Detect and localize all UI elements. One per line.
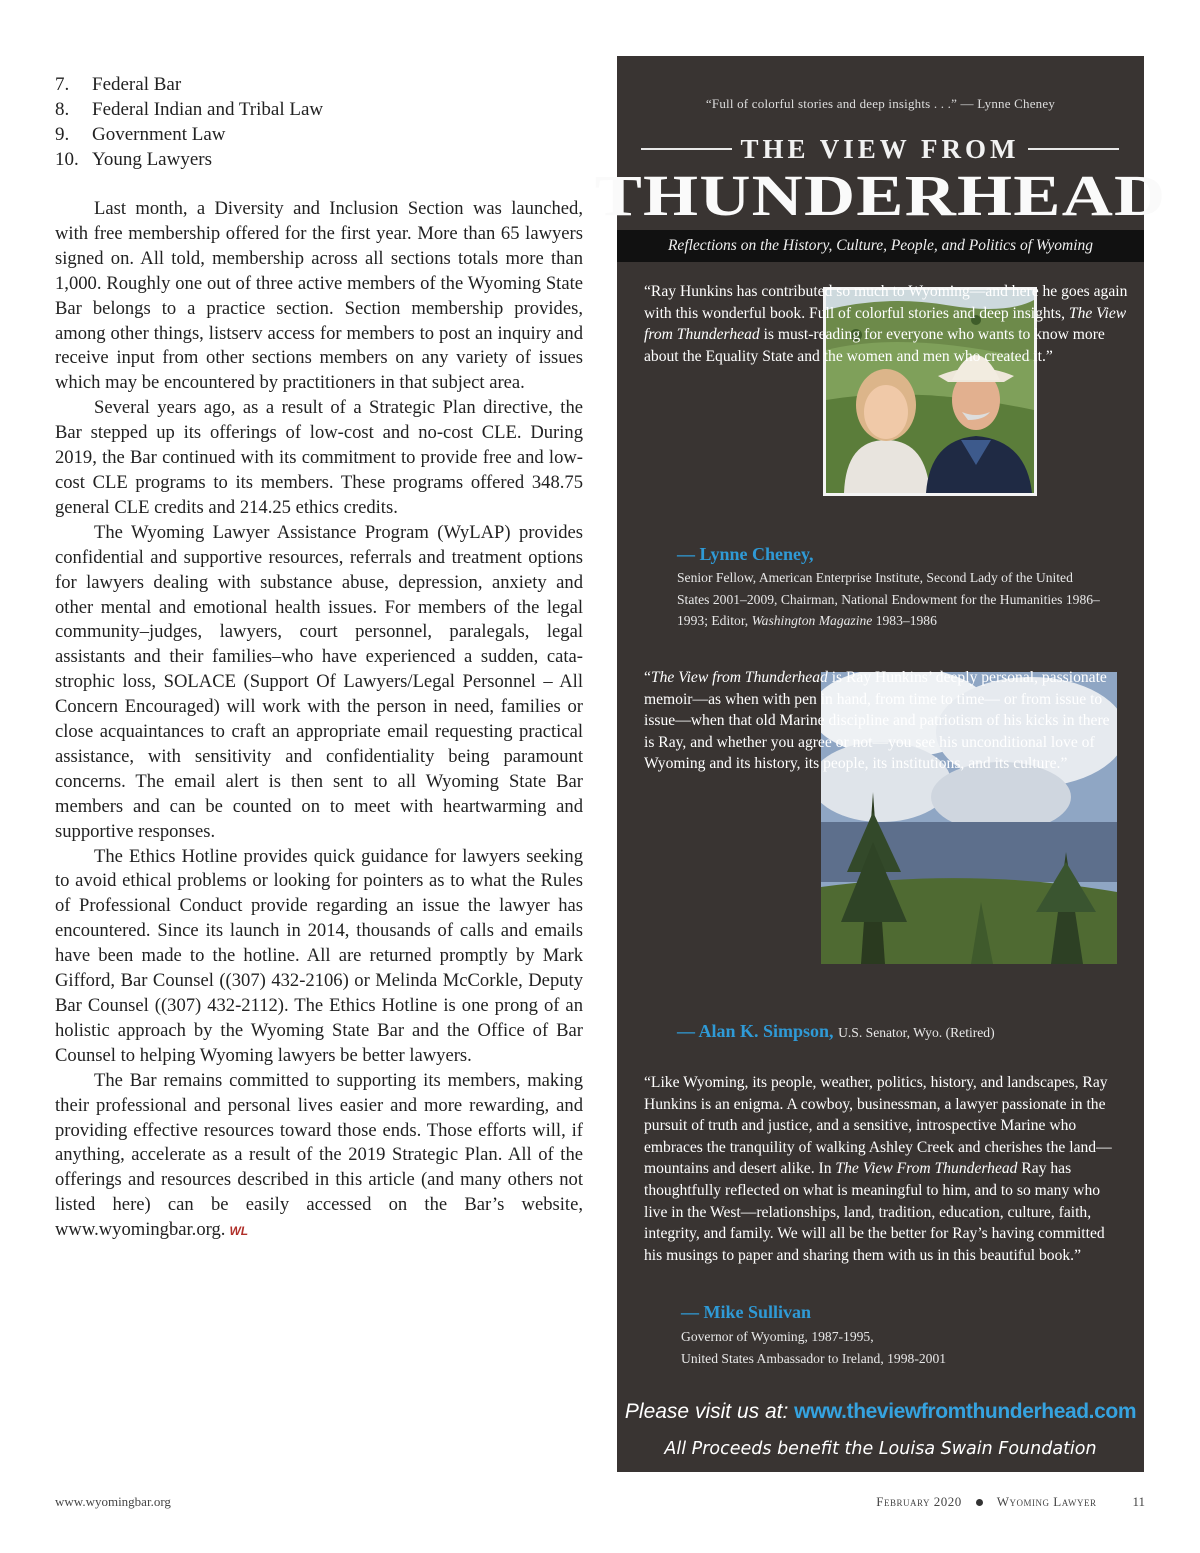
divider [1028,148,1119,150]
list-item: 7. Federal Bar [55,74,182,95]
list-item: 9. Government Law [55,124,226,145]
footer-issue: February 2020 [876,1494,962,1509]
paragraph: Several years ago, as a result of a Strategic Plan directive, the Bar stepped up its offerings of low-cost and no-cost CLE. During 2019, the Bar continued with its commitment to provide free and low-cost CLE programs to its members. These programs offered 348.75 general CLE credits and 214.25 ethics credits. [55,397,583,518]
divider [641,148,732,150]
visit-line: Please visit us at: www.theviewfromthunderhead.com [624,1400,1137,1423]
article-column [55,72,583,1244]
quote-cheney: “Ray Hunkins has contributed so much to Wyoming—and here he goes again with this wonderful book. Full of colorful stories and deep insights, The View from Thunderhead is must-reading for everyone who wants to know more about the Equality State and the women and men who created it.” [644,283,1128,365]
footer-website[interactable]: www.wyomingbar.org [55,1494,171,1509]
ad-subtitle: THE VIEW FROM [740,133,1020,164]
list-item: 10. Young Lawyers [55,149,212,170]
ad-tagline: Reflections on the History, Culture, People, and Politics of Wyoming [617,230,1144,262]
book-advertisement [594,56,1167,1472]
wl-end-mark: WL [229,1224,249,1239]
list-item: 8. Federal Indian and Tribal Law [55,99,324,120]
article-body [55,197,583,1244]
attribution-sullivan: — Mike Sullivan [681,1302,812,1322]
quote-sullivan: “Like Wyoming, its people, weather, politics, history, and landscapes, Ray Hunkins is an enigma. A cowboy, businessman, a lawyer passionate in the pursuit of truth and justice, and a sensitive, introspective Marine who embraces the tranquility of walking Ashley Creek and cherishes the land—mountains and desert alike. In The View From Thunderhead Ray has thoughtfully reflected on what is meaningful to him, and to so many who live in the West—relationships, land, tradition, education, culture, faith, integrity, and family. We will all be the better for Ray’s having committed his musings to paper and sharing them with us in this beautiful book.” [644,1074,1112,1264]
ad-title: THUNDERHEAD [594,163,1167,228]
attribution-sullivan-desc: Governor of Wyoming, 1987-1995, United States Ambassador to Ireland, 1998-2001 [681,1329,947,1366]
paragraph: The Bar remains committed to supporting its members, making their professional and personal lives easier and more rewarding, and providing effective resources toward those ends. Those efforts will, if anything, accelerate as a result of the 2019 Strategic Plan. All of the offerings and resources described in this article (and many others not listed here) can be easily accessed on the Bar’s website, www.wyomingbar.org. WL [55,1069,583,1241]
bullet-icon [976,1499,983,1506]
attribution-simpson: — Alan K. Simpson, U.S. Senator, Wyo. (Retired) [677,1021,995,1041]
paragraph: The Ethics Hotline provides quick guidance for lawyers seeking to avoid ethical problems or looking for pointers as to what the Rules of Professional Conduct provide regarding an issue the lawyer has encountered. Since its launch in 2014, thousands of calls and emails have been made to the hotline. All are returned promptly by Mark Gifford, Bar Counsel ((307) 432-2106) or Melinda McCorkle, Deputy Bar Counsel ((307) 432-2112). The Ethics Hotline is one prong of an holistic approach by the Wyoming State Bar and the Office of Bar Counsel to helping Wyoming lawyers be better lawyers. [55,845,583,1066]
proceeds-note: All Proceeds benefit the Louisa Swain Foundation [664,1439,1097,1459]
attribution-simpson-desc: U.S. Senator, Wyo. (Retired) [838,1025,995,1040]
attribution-cheney-desc: Senior Fellow, American Enterprise Institute, Second Lady of the United States 2001–2009, Chairman, National Endowment for the Humanities 1986–1993; Editor, Washington Magazine 1983–1986 [677,570,1100,628]
section-list [55,72,583,172]
quote-simpson: “The View from Thunderhead is Ray Hunkins’ deeply personal, passionate memoir—as when with pen in hand, from time to time— or from issue to issue—when that old Marine discipline and patriotism of his kicks in there is Ray, and whether you agree or not—you see his unconditional love of Wyoming and its history, its people, its institutions, and its culture.” [644,669,1110,773]
website-link[interactable]: www.theviewfromthunderhead.com [794,1400,1137,1423]
paragraph: Last month, a Diversity and Inclusion Section was launched, with free membership offered for the first year. More than 65 lawyers signed on. All told, membership across all sections totals more than 1,000. Roughly one out of three active members of the Wyoming State Bar belongs to a practice section. Section membership provides, among other things, listserv access for members to post an inquiry and receive input from other sections members on any variety of issues which may be encountered by practitioners in that subject area. [55,198,583,394]
paragraph: The Wyoming Lawyer Assistance Program (WyLAP) provides confidential and supportive resources, referrals and treatment options for lawyers dealing with substance abuse, depression, anxiety and other mental and emotional health issues. For members of the legal community–judges, lawyers, court personnel, paralegals, legal assistants and their families–who have experienced a sudden, catastrophic loss, SOLACE (Support Of Lawyers/Legal Personnel – All Concern Encouraged) will work with the person in need, families or close acquaintances to craft an appropriate email requesting practical assistance, with sensitivity and confidentiality being paramount concerns. The email alert is then sent to all Wyoming State Bar members and can be counted on to meet with heartwarming and supportive responses. [55,521,583,842]
ad-top-quote: “Full of colorful stories and deep insights . . .” — Lynne Cheney [705,96,1056,111]
attribution-cheney: — Lynne Cheney, [677,544,814,564]
footer-magazine: Wyoming Lawyer [996,1494,1097,1509]
footer-right [876,1494,1145,1510]
ad-subtitle-row [641,132,1119,166]
page-number: 11 [1132,1494,1145,1509]
